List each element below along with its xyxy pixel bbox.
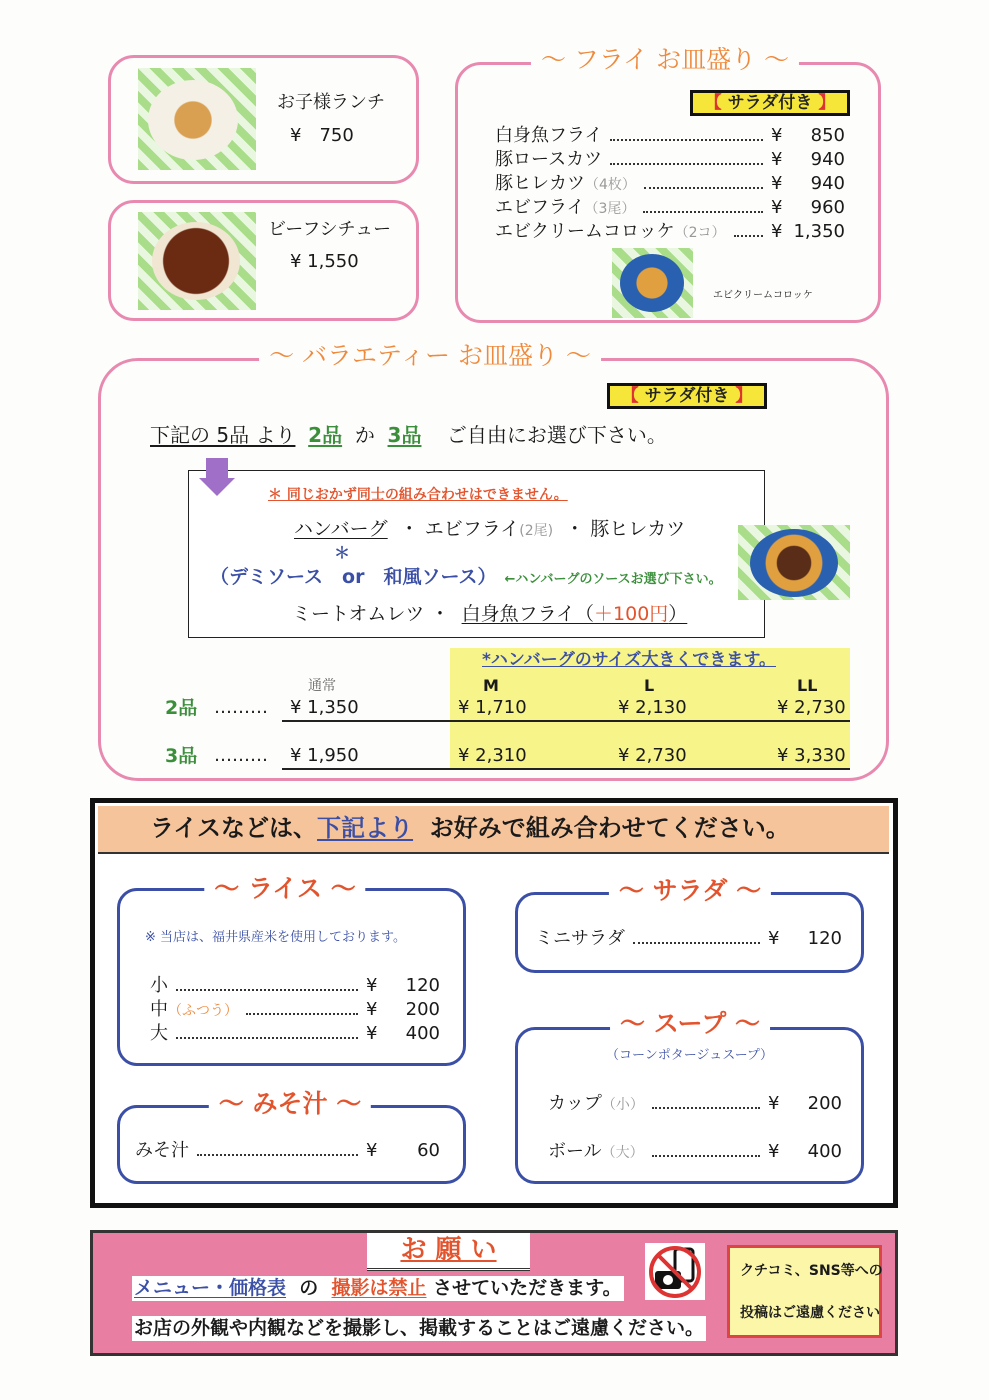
notice-line-1: メニュー・価格表 の 撮影は禁止 させていただきます。 (134, 1277, 622, 1299)
item-name: みそ汁 (135, 1140, 189, 1161)
sides-header: ライスなどは、下記より お好みで組み合わせてください。 (150, 814, 790, 842)
notice-line-2: お店の外観や内観などを撮影し、掲載することはご遠慮ください。 (134, 1317, 705, 1339)
fry-menu-row (495, 149, 845, 171)
beef-stew-price: ¥ 1,550 (290, 251, 359, 272)
choice-line-3: ミートオムレツ ・ 白身魚フライ（＋100円） (292, 603, 688, 625)
fry-title: ～ フライ お皿盛り ～ (531, 45, 799, 75)
rice-title: ～ ライス ～ (204, 874, 365, 904)
header-ll: LL (797, 676, 818, 695)
variety-intro: 下記の 5品 より 2品 か 3品 ご自由にお選び下さい。 (150, 423, 667, 447)
item-name: 大 (150, 1023, 168, 1044)
leader-dots (197, 1154, 358, 1156)
sauce-note: ←ハンバーグのソースお選び下さい。 (504, 572, 722, 587)
price-cell: ¥ 2,310 (458, 745, 527, 766)
choice-line-1: ハンバーグ ・ エビフライ(2尾) ・ 豚ヒレカツ (294, 518, 686, 540)
kids-lunch-price: ¥ 750 (290, 125, 354, 146)
kids-lunch-name: お子様ランチ (277, 92, 385, 113)
yen-sign: ¥ (366, 999, 378, 1020)
cream-croquette-photo (612, 248, 693, 318)
soup-title: ～ スープ ～ (610, 1009, 770, 1039)
sauce-options: （デミソース or 和風ソース） (210, 566, 497, 588)
yen-sign: ¥ (768, 928, 780, 949)
leader-dots: ……… (214, 697, 268, 718)
yen-sign: ¥ (366, 975, 378, 996)
rice-menu-row (150, 1023, 440, 1045)
leader-dots (176, 989, 358, 991)
yen-sign: ¥ (771, 125, 783, 146)
yen-sign: ¥ (366, 1140, 378, 1161)
price-cell: ¥ 2,730 (618, 745, 687, 766)
soup-subtitle: （コーンポタージュスープ） (606, 1048, 774, 1063)
price-cell: ¥ 3,330 (777, 745, 846, 766)
item-name: エビクリームコロッケ（2コ） (495, 221, 726, 242)
beef-stew-name: ビーフシチュー (268, 219, 392, 240)
item-name: エビフライ（3尾） (495, 197, 636, 218)
no-photography-icon (645, 1243, 705, 1300)
yen-sign: ¥ (771, 221, 783, 242)
item-price: 1,350 (793, 221, 845, 242)
kids-lunch-photo (138, 68, 256, 170)
header-l: L (644, 676, 655, 695)
beef-stew-photo (138, 212, 256, 310)
item-name: 中（ふつう） (150, 999, 238, 1020)
yen-sign: ¥ (366, 1023, 378, 1044)
count-label: 2品 (165, 697, 198, 719)
price-cell: ¥ 2,730 (777, 697, 846, 718)
item-price: 200 (405, 999, 440, 1020)
leader-dots (652, 1155, 760, 1157)
sns-notice-box (727, 1245, 882, 1338)
price-cell: ¥ 1,950 (290, 745, 359, 766)
header-regular: 通常 (308, 678, 336, 694)
photo-caption: エビクリームコロッケ (713, 290, 813, 301)
leader-dots (644, 187, 763, 189)
leader-dots: ……… (214, 745, 268, 766)
item-price: 400 (807, 1141, 842, 1162)
item-price: 850 (810, 125, 845, 146)
yen-sign: ¥ (768, 1093, 780, 1114)
count-label: 3品 (165, 745, 198, 767)
item-name: カップ（小） (548, 1093, 644, 1114)
combination-note: ＊ 同じおかず同士の組み合わせはできません。 (268, 487, 568, 503)
rice-menu-row (150, 999, 440, 1021)
rice-menu-row (150, 975, 440, 997)
item-price: 940 (810, 173, 845, 194)
item-price: 400 (405, 1023, 440, 1044)
leader-dots (633, 942, 760, 944)
price-cell: ¥ 2,130 (618, 697, 687, 718)
sns-notice-line-1: クチコミ、SNS等への (740, 1263, 883, 1279)
size-note: *ハンバーグのサイズ大きくできます。 (482, 650, 776, 670)
leader-dots (246, 1013, 358, 1015)
leader-dots (734, 235, 763, 237)
arrow-down-icon (206, 458, 228, 478)
item-price: 120 (405, 975, 440, 996)
variety-title: ～ バラエティー お皿盛り ～ (259, 341, 601, 371)
yen-sign: ¥ (771, 197, 783, 218)
item-name: 豚ヒレカツ（4枚） (495, 173, 636, 194)
miso-menu-row (135, 1140, 440, 1162)
hamburg-photo (738, 525, 850, 600)
header-m: M (483, 676, 499, 695)
miso-title: ～ みそ汁 ～ (209, 1089, 371, 1119)
item-name: 豚ロースカツ (495, 149, 603, 170)
price-cell: ¥ 1,350 (290, 697, 359, 718)
leader-dots (643, 211, 763, 213)
item-price: 960 (810, 197, 845, 218)
leader-dots (176, 1037, 358, 1039)
item-name: 白身魚フライ (495, 125, 603, 146)
salad-menu-row (535, 928, 842, 950)
yen-sign: ¥ (768, 1141, 780, 1162)
salad-title: ～ サラダ ～ (609, 876, 771, 906)
rice-note: ※ 当店は、福井県産米を使用しております。 (145, 930, 406, 945)
soup-menu-row (548, 1093, 842, 1115)
fry-menu-row (495, 173, 845, 195)
row-rule (282, 720, 850, 722)
leader-dots (610, 163, 763, 165)
yen-sign: ¥ (771, 173, 783, 194)
salad-included-badge: 【 サラダ付き 】 (690, 90, 850, 116)
item-name: ボール（大） (548, 1141, 644, 1162)
fry-menu-row (495, 125, 845, 147)
arrow-down-icon-head (199, 478, 235, 496)
price-cell: ¥ 1,710 (458, 697, 527, 718)
item-price: 120 (807, 928, 842, 949)
yen-sign: ¥ (771, 149, 783, 170)
item-name: ミニサラダ (535, 928, 625, 949)
item-name: 小 (150, 975, 168, 996)
sauce-line (210, 566, 722, 591)
asterisk: ＊ (334, 543, 351, 562)
row-rule (282, 768, 850, 770)
soup-menu-row (548, 1141, 842, 1163)
salad-included-badge: 【 サラダ付き 】 (607, 383, 767, 409)
leader-dots (610, 139, 763, 141)
sns-notice-line-2: 投稿はご遠慮ください (740, 1305, 880, 1321)
fry-menu-row (495, 197, 845, 219)
leader-dots (652, 1107, 760, 1109)
notice-title: お 願 い (367, 1233, 530, 1271)
item-price: 200 (807, 1093, 842, 1114)
item-price: 60 (417, 1140, 440, 1161)
fry-menu-row (495, 221, 845, 243)
item-price: 940 (810, 149, 845, 170)
